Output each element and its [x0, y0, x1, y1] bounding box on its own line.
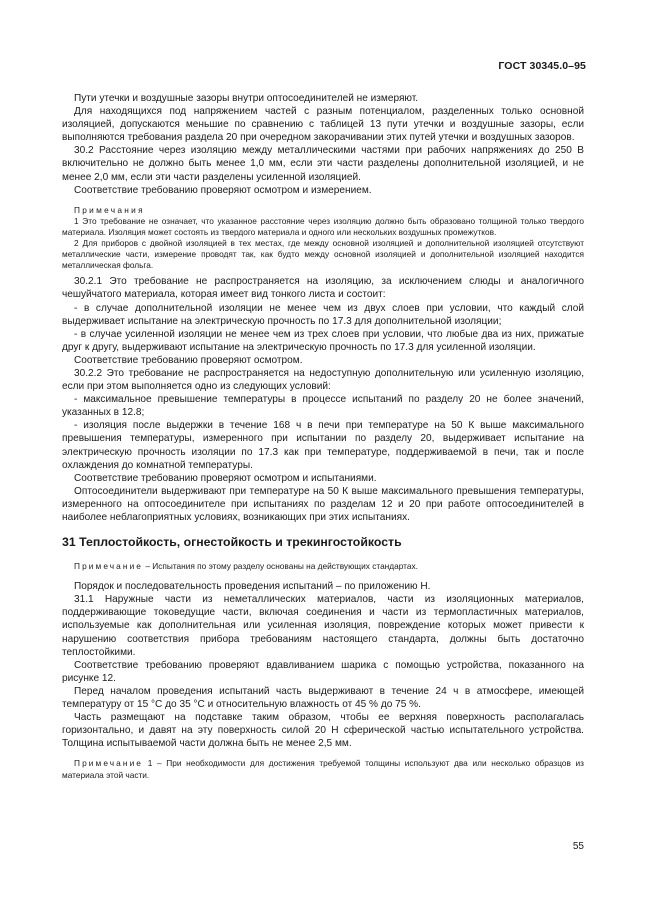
document-body — [62, 92, 584, 781]
list-item: - в случае дополнительной изоляции не менее чем из двух слоев при условии, что каждый слой выдерживает испытание на электрическую прочность по 17.3 для дополнительной изоляции; — [62, 302, 584, 327]
section-heading: 31 Теплостойкость, огнестойкость и трекингостойкость — [62, 535, 402, 550]
list-item: - максимальное превышение температуры в процессе испытаний по разделу 20 не более значений, указанных в 12.8; — [62, 394, 584, 419]
note-item: 2 Для приборов с двойной изоляцией в тех местах, где между основной изоляцией и дополнительной изоляцией отсутствуют металлические части, измерение проводят так, как будто между основной изоляцией и дополнительной изоляцией находится металлическая фольга. — [62, 238, 584, 271]
section-note — [62, 561, 584, 572]
note-label: Примечание — [74, 758, 144, 769]
paragraph: Порядок и последовательность проведения испытаний – по приложению Н. — [74, 581, 431, 593]
paragraph: 30.2.1 Это требование не распространяется на изоляцию, за исключением слюды и аналогичного чешуйчатого материала, которая имеет вид тонкого листа и состоит: — [62, 276, 584, 301]
list-item: - в случае усиленной изоляции не менее чем из трех слоев при условии, что любые два из них, прижатые друг к другу, выдерживают испытание на электрическую прочность по 17.3 для усиленной изоляции. — [62, 328, 584, 353]
paragraph: Соответствие требованию проверяют осмотром и измерением. — [74, 184, 372, 196]
paragraph: 30.2 Расстояние через изоляцию между металлическими частями при рабочих напряжениях до 250 В включительно не должно быть менее 1,0 мм, если эти части разделены дополнительной изоляцией, и не менее 2,0 мм, если эти части разделены усиленной изоляцией. — [62, 145, 584, 183]
paragraph: 31.1 Наружные части из неметаллических материалов, части из изоляционных материалов, поддерживающие токоведущие части, включая соединения и части из термопластичных материалов, используемые как дополнительная или усиленная изоляция, повреждение которых может привести к нарушению соответствия прибора требованиям настоящего стандарта, должны быть достаточно теплостойкими. — [62, 594, 584, 658]
notes-title: Примечания — [74, 204, 145, 215]
note-text: 1 – При необходимости для достижения требуемой толщины используют два или несколько образцов из материала этой части. — [62, 758, 584, 780]
note-label: Примечание — [74, 561, 144, 572]
paragraph: Соответствие требованию проверяют осмотром. — [74, 354, 303, 366]
notes-block — [62, 205, 584, 272]
document-header-standard-id: ГОСТ 30345.0–95 — [498, 60, 586, 72]
paragraph: Часть размещают на подставке таким образом, чтобы ее верхняя поверхность располагалась горизонтально, и давят на эту поверхность силой 20 Н сферической частью испытательного устройства. Толщина испытываемой части должна быть не менее 2,5 мм. — [62, 712, 584, 750]
page-number: 55 — [572, 841, 584, 852]
paragraph: Оптосоединители выдерживают при температуре на 50 К выше максимального превышения температуры, измеренного на оптосоединителе при испытаниях по разделам 12 и 20 при работе оптосоединителей в наиболее неблагоприятных условиях, возникающих при этих испытаниях. — [62, 485, 584, 523]
paragraph: Соответствие требованию проверяют вдавливанием шарика с помощью устройства, показанного на рисунке 12. — [62, 659, 584, 684]
paragraph: Для находящихся под напряжением частей с разным потенциалом, разделенных только основной изоляцией, допускаются меньшие по сравнению с таблицей 13 пути утечки и воздушные зазоры, если выполняются требования раздела 20 при очередном закорачивании этих путей утечки и воздушных зазоров. — [62, 106, 584, 144]
list-item: - изоляция после выдержки в течение 168 ч в печи при температуре на 50 К выше максимального превышения температуры, измеренного при испытании по разделу 20, выдерживает испытание на электрическую прочность изоляции по 17.3 как при температуре, поддерживаемой в печи, так и после охлаждения до комнатной температуры. — [62, 420, 584, 471]
paragraph: 30.2.2 Это требование не распространяется на недоступную дополнительную или усиленную изоляцию, если при этом выполняется одно из следующих условий: — [62, 367, 584, 393]
final-note — [62, 758, 584, 780]
paragraph: Пути утечки и воздушные зазоры внутри оптосоединителей не измеряют. — [74, 93, 419, 104]
note-text: – Испытания по этому разделу основаны на действующих стандартах. — [143, 561, 418, 572]
paragraph: Перед началом проведения испытаний часть выдерживают в течение 24 ч в атмосфере, имеющей температуру от 15 °С до 35 °С и относительную влажность от 45 % до 75 %. — [62, 685, 584, 711]
note-item: 1 Это требование не означает, что указанное расстояние через изоляцию должно быть образовано толщиной только твердого материала. Изоляция может состоять из твердого материала и одного или нескольких воздушных промежутков. — [62, 215, 584, 237]
paragraph: Соответствие требованию проверяют осмотром и испытаниями. — [74, 472, 377, 484]
